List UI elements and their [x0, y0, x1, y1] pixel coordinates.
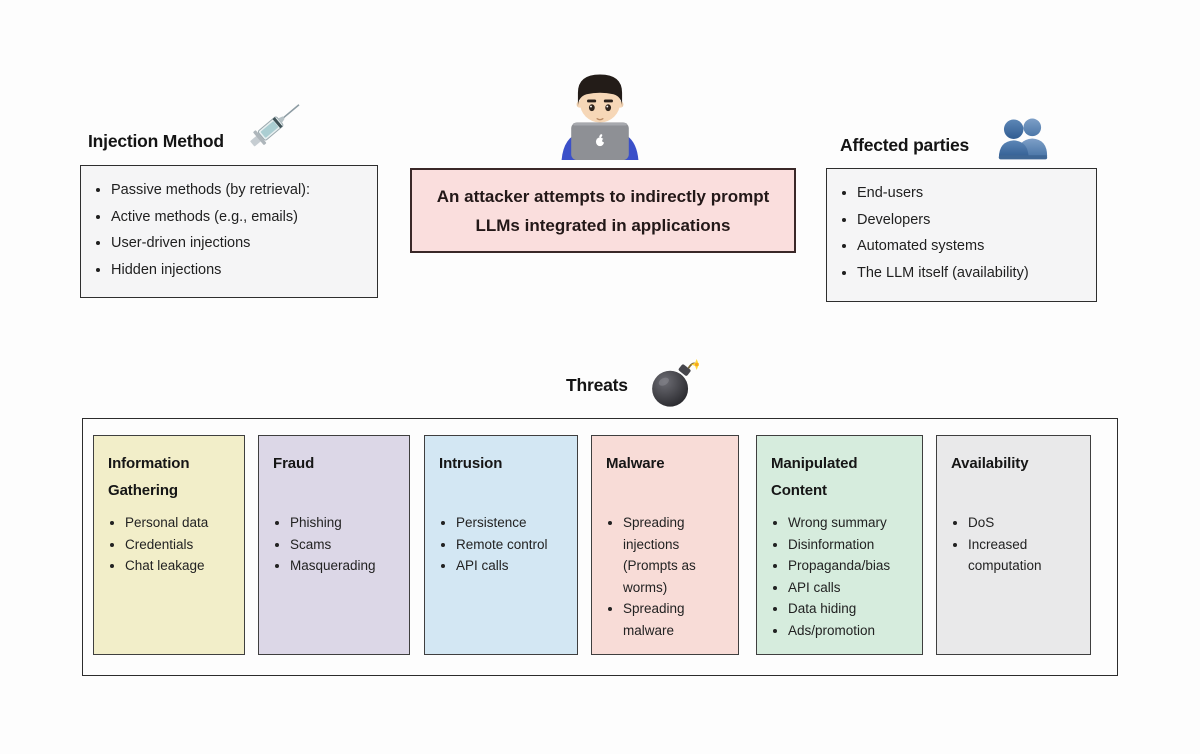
- list-item: • DoS: [968, 512, 1082, 534]
- attacker-statement-line1: An attacker attempts to indirectly prompt: [436, 186, 770, 206]
- list-item: • Persistence: [456, 512, 569, 534]
- list-item: • Developers: [857, 207, 1088, 234]
- list-item: • API calls: [456, 555, 569, 577]
- list-item: • End-users: [857, 180, 1088, 207]
- list-item: • Automated systems: [857, 233, 1088, 260]
- list-item: • Remote control: [456, 534, 569, 556]
- list-item: • Chat leakage: [125, 555, 236, 577]
- card-title: Fraud: [273, 455, 315, 472]
- list-item: • Personal data: [125, 512, 236, 534]
- threats-title: Threats: [566, 375, 628, 395]
- card-list: [606, 512, 730, 641]
- affected-parties-title: Affected parties: [840, 135, 970, 155]
- threat-card-intrusion: [424, 435, 578, 655]
- list-item: • Spreading malware: [623, 598, 730, 641]
- threat-card-malware: [591, 435, 739, 655]
- list-item: • Hidden injections: [111, 257, 369, 284]
- card-list: [273, 512, 401, 577]
- list-item: • Phishing: [290, 512, 401, 534]
- injection-method-list: [81, 166, 377, 283]
- list-item: • Propaganda/bias: [788, 555, 914, 577]
- list-item: • Credentials: [125, 534, 236, 556]
- list-item: • Masquerading: [290, 555, 401, 577]
- card-list: [439, 512, 569, 577]
- list-item: • Data hiding: [788, 598, 914, 620]
- list-item: • Active methods (e.g., emails): [111, 204, 369, 231]
- list-item: • API calls: [788, 577, 914, 599]
- card-title: Malware: [606, 455, 665, 472]
- card-title: Availability: [951, 455, 1029, 472]
- list-item: • Wrong summary: [788, 512, 914, 534]
- card-list: [108, 512, 236, 577]
- attacker-statement-box: [410, 168, 796, 253]
- syringe-icon: [244, 94, 308, 154]
- list-item: • Passive methods (by retrieval):: [111, 177, 369, 204]
- threat-card-fraud: [258, 435, 410, 655]
- list-item: • Scams: [290, 534, 401, 556]
- bomb-icon: [649, 359, 699, 409]
- attacker-statement-line2: LLMs integrated in applications: [475, 215, 731, 235]
- threats-container: [82, 418, 1118, 676]
- threat-card-information-gathering: [93, 435, 245, 655]
- affected-parties-list: [827, 169, 1096, 286]
- card-title: Manipulated Content: [771, 455, 858, 499]
- card-title: Intrusion: [439, 455, 503, 472]
- list-item: • The LLM itself (availability): [857, 260, 1088, 287]
- card-list: [951, 512, 1082, 577]
- affected-parties-box: [826, 168, 1097, 302]
- card-title: Information Gathering: [108, 455, 190, 499]
- threat-card-availability: [936, 435, 1091, 655]
- injection-method-title: Injection Method: [88, 131, 224, 151]
- list-item: • Ads/promotion: [788, 620, 914, 642]
- injection-method-box: [80, 165, 378, 298]
- people-icon: [997, 115, 1049, 162]
- threat-card-manipulated-content: [756, 435, 923, 655]
- technologist-icon: [552, 62, 648, 162]
- list-item: • Increased computation: [968, 534, 1082, 577]
- card-list: [771, 512, 914, 641]
- list-item: • User-driven injections: [111, 230, 369, 257]
- list-item: • Spreading injections (Prompts as worms): [623, 512, 730, 598]
- list-item: • Disinformation: [788, 534, 914, 556]
